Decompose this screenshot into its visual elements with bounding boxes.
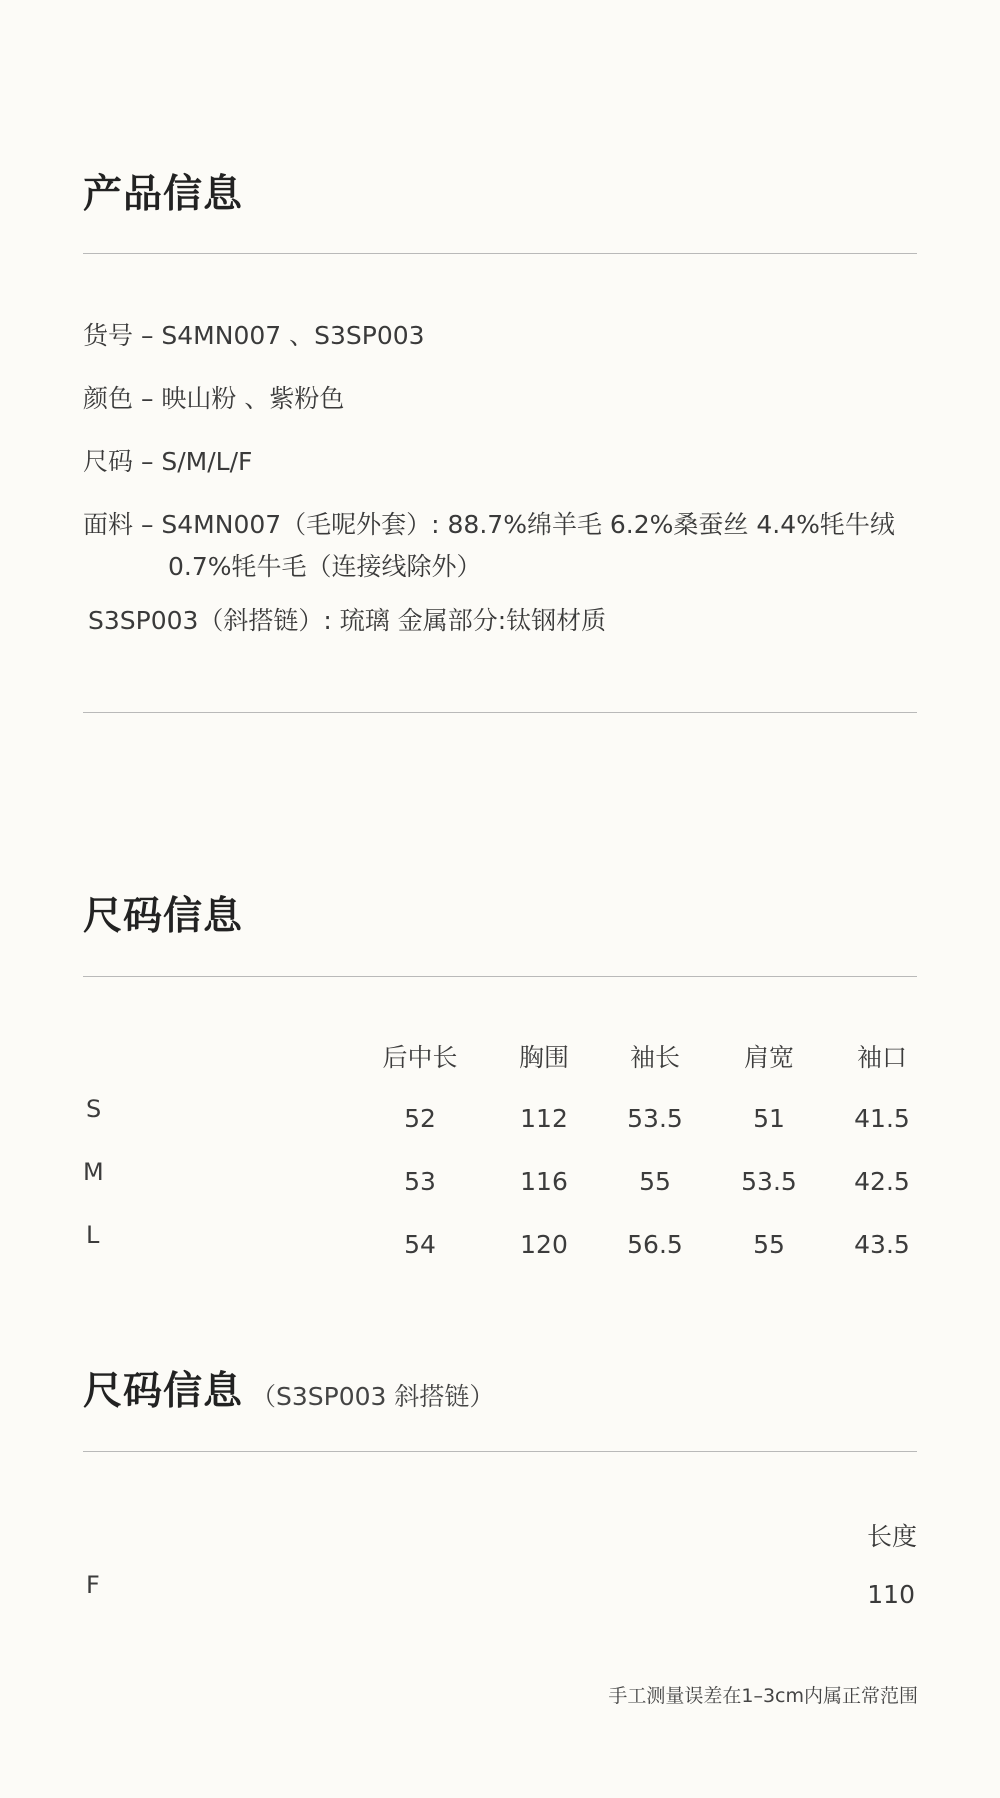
chain-length-value: 110 (867, 1580, 915, 1609)
table-cell: 55 (639, 1167, 671, 1196)
item-number-line: 货号 – S4MN007 、S3SP003 (83, 321, 425, 350)
table-cell: 56.5 (627, 1230, 683, 1259)
column-header: 袖长 (629, 1043, 680, 1072)
table-cell: 53.5 (627, 1104, 683, 1133)
chain-material-line: S3SP003（斜搭链）: 琉璃 金属部分:钛钢材质 (88, 606, 607, 635)
fabric-line-continued: 0.7%牦牛毛（连接线除外） (168, 552, 482, 581)
fabric-line: 面料 – S4MN007（毛呢外套）: 88.7%绵羊毛 6.2%桑蚕丝 4.4%牦牛绒 (83, 510, 895, 539)
divider (83, 253, 917, 254)
row-label-m: M (83, 1158, 104, 1186)
product-info-title: 产品信息 (83, 172, 244, 217)
divider (83, 976, 917, 977)
size-info-title: 尺码信息 (83, 894, 244, 939)
table-cell: 112 (520, 1104, 568, 1133)
table-cell: 41.5 (854, 1104, 910, 1133)
size-line: 尺码 – S/M/L/F (83, 447, 253, 476)
row-label-f: F (86, 1571, 100, 1599)
divider (83, 712, 917, 713)
row-label-s: S (86, 1095, 102, 1123)
column-header: 袖口 (856, 1043, 907, 1072)
column-header: 肩宽 (743, 1043, 794, 1072)
column-header-length: 长度 (866, 1522, 917, 1551)
chain-size-info-subtitle: （S3SP003 斜搭链） (251, 1382, 495, 1411)
table-cell: 116 (520, 1167, 568, 1196)
table-cell: 53 (404, 1167, 436, 1196)
table-cell: 55 (753, 1230, 785, 1259)
chain-size-info-title: 尺码信息 (83, 1369, 244, 1414)
table-cell: 54 (404, 1230, 436, 1259)
table-cell: 52 (404, 1104, 436, 1133)
column-header: 胸围 (518, 1043, 569, 1072)
table-cell: 53.5 (741, 1167, 797, 1196)
row-label-l: L (86, 1221, 100, 1249)
table-cell: 42.5 (854, 1167, 910, 1196)
table-cell: 120 (520, 1230, 568, 1259)
table-cell: 51 (753, 1104, 785, 1133)
divider (83, 1451, 917, 1452)
color-line: 颜色 – 映山粉 、紫粉色 (83, 384, 345, 413)
table-cell: 43.5 (854, 1230, 910, 1259)
column-header: 后中长 (382, 1043, 458, 1072)
measurement-note: 手工测量误差在1–3cm内属正常范围 (608, 1685, 918, 1707)
